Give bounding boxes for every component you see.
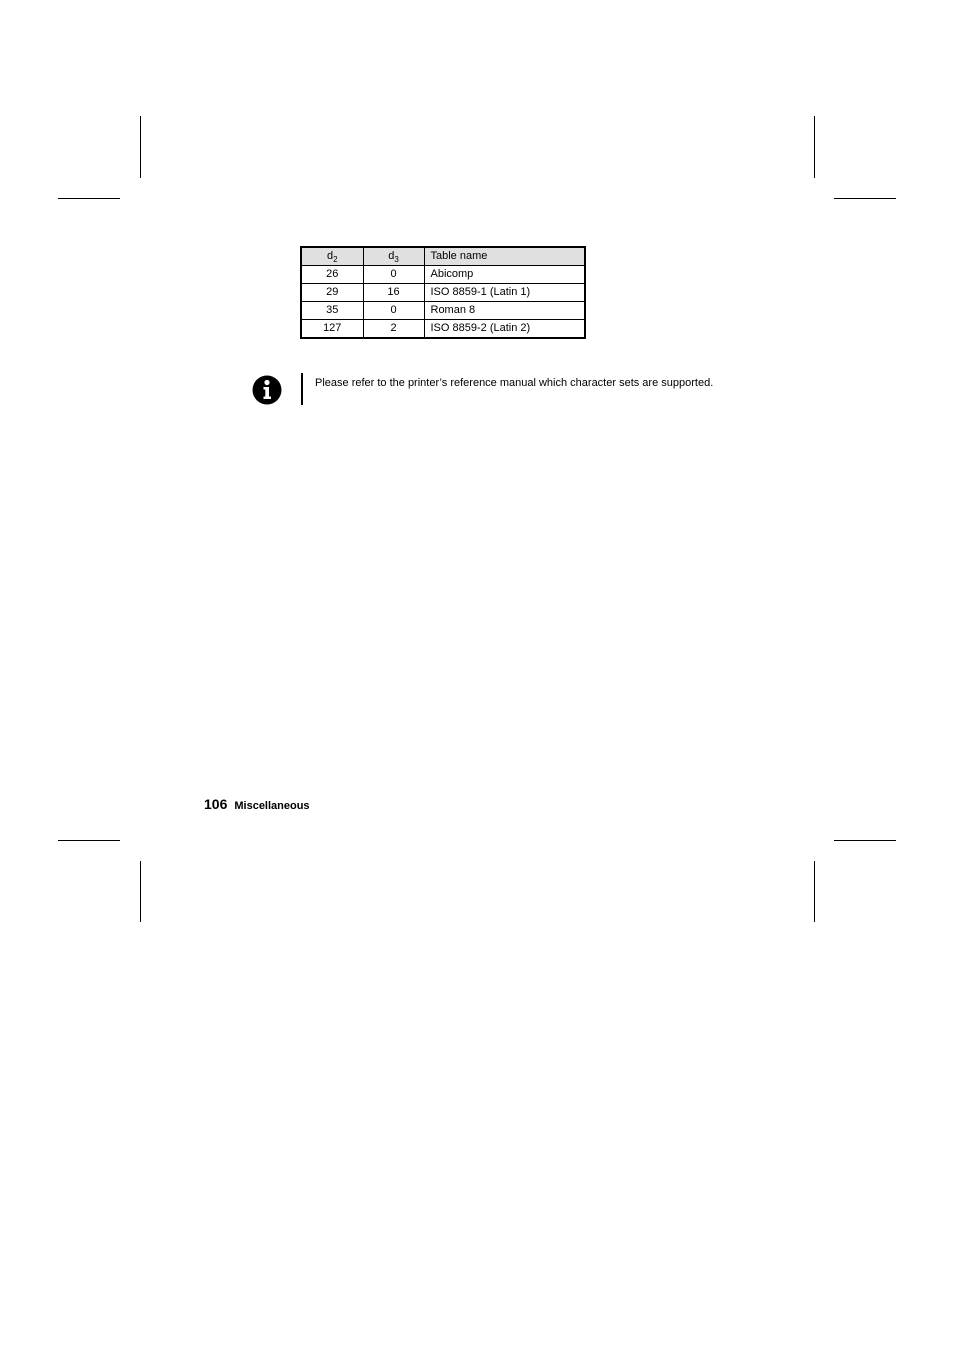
cell-d3: 0 — [363, 266, 424, 284]
crop-mark-bottom-left-vertical — [140, 861, 141, 922]
table-body — [301, 266, 585, 339]
page-number: 106 — [204, 796, 228, 812]
crop-mark-top-right-horizontal — [834, 198, 896, 199]
header-table-name: Table name — [424, 247, 585, 266]
note-text: Please refer to the printer’s reference manual which character sets are supported. — [315, 377, 714, 389]
cell-table-name: Abicomp — [424, 266, 585, 284]
cell-d3: 2 — [363, 320, 424, 339]
table-header-row — [301, 247, 585, 266]
cell-table-name: Roman 8 — [424, 302, 585, 320]
cell-table-name: ISO 8859-2 (Latin 2) — [424, 320, 585, 339]
cell-d2: 26 — [301, 266, 363, 284]
table-row — [301, 284, 585, 302]
cell-d2: 29 — [301, 284, 363, 302]
crop-mark-bottom-right-horizontal — [834, 840, 896, 841]
crop-mark-top-left-vertical — [140, 116, 141, 178]
table-row — [301, 320, 585, 339]
table-row — [301, 302, 585, 320]
character-set-table — [300, 246, 586, 339]
crop-mark-bottom-right-vertical — [814, 861, 815, 922]
header-d3: $d_3$ — [363, 247, 424, 266]
header-d2: $d_2$ — [301, 247, 363, 266]
cell-d3: 16 — [363, 284, 424, 302]
table-header — [301, 247, 585, 266]
cell-d3: 0 — [363, 302, 424, 320]
cell-d2: 35 — [301, 302, 363, 320]
crop-mark-top-left-horizontal — [58, 198, 120, 199]
crop-mark-bottom-left-horizontal — [58, 840, 120, 841]
page-footer — [204, 796, 310, 814]
crop-mark-top-right-vertical — [814, 116, 815, 178]
cell-d2: 127 — [301, 320, 363, 339]
info-icon — [252, 375, 282, 405]
cell-table-name: ISO 8859-1 (Latin 1) — [424, 284, 585, 302]
note-divider — [301, 373, 303, 405]
section-name: Miscellaneous — [234, 800, 310, 812]
table-row — [301, 266, 585, 284]
